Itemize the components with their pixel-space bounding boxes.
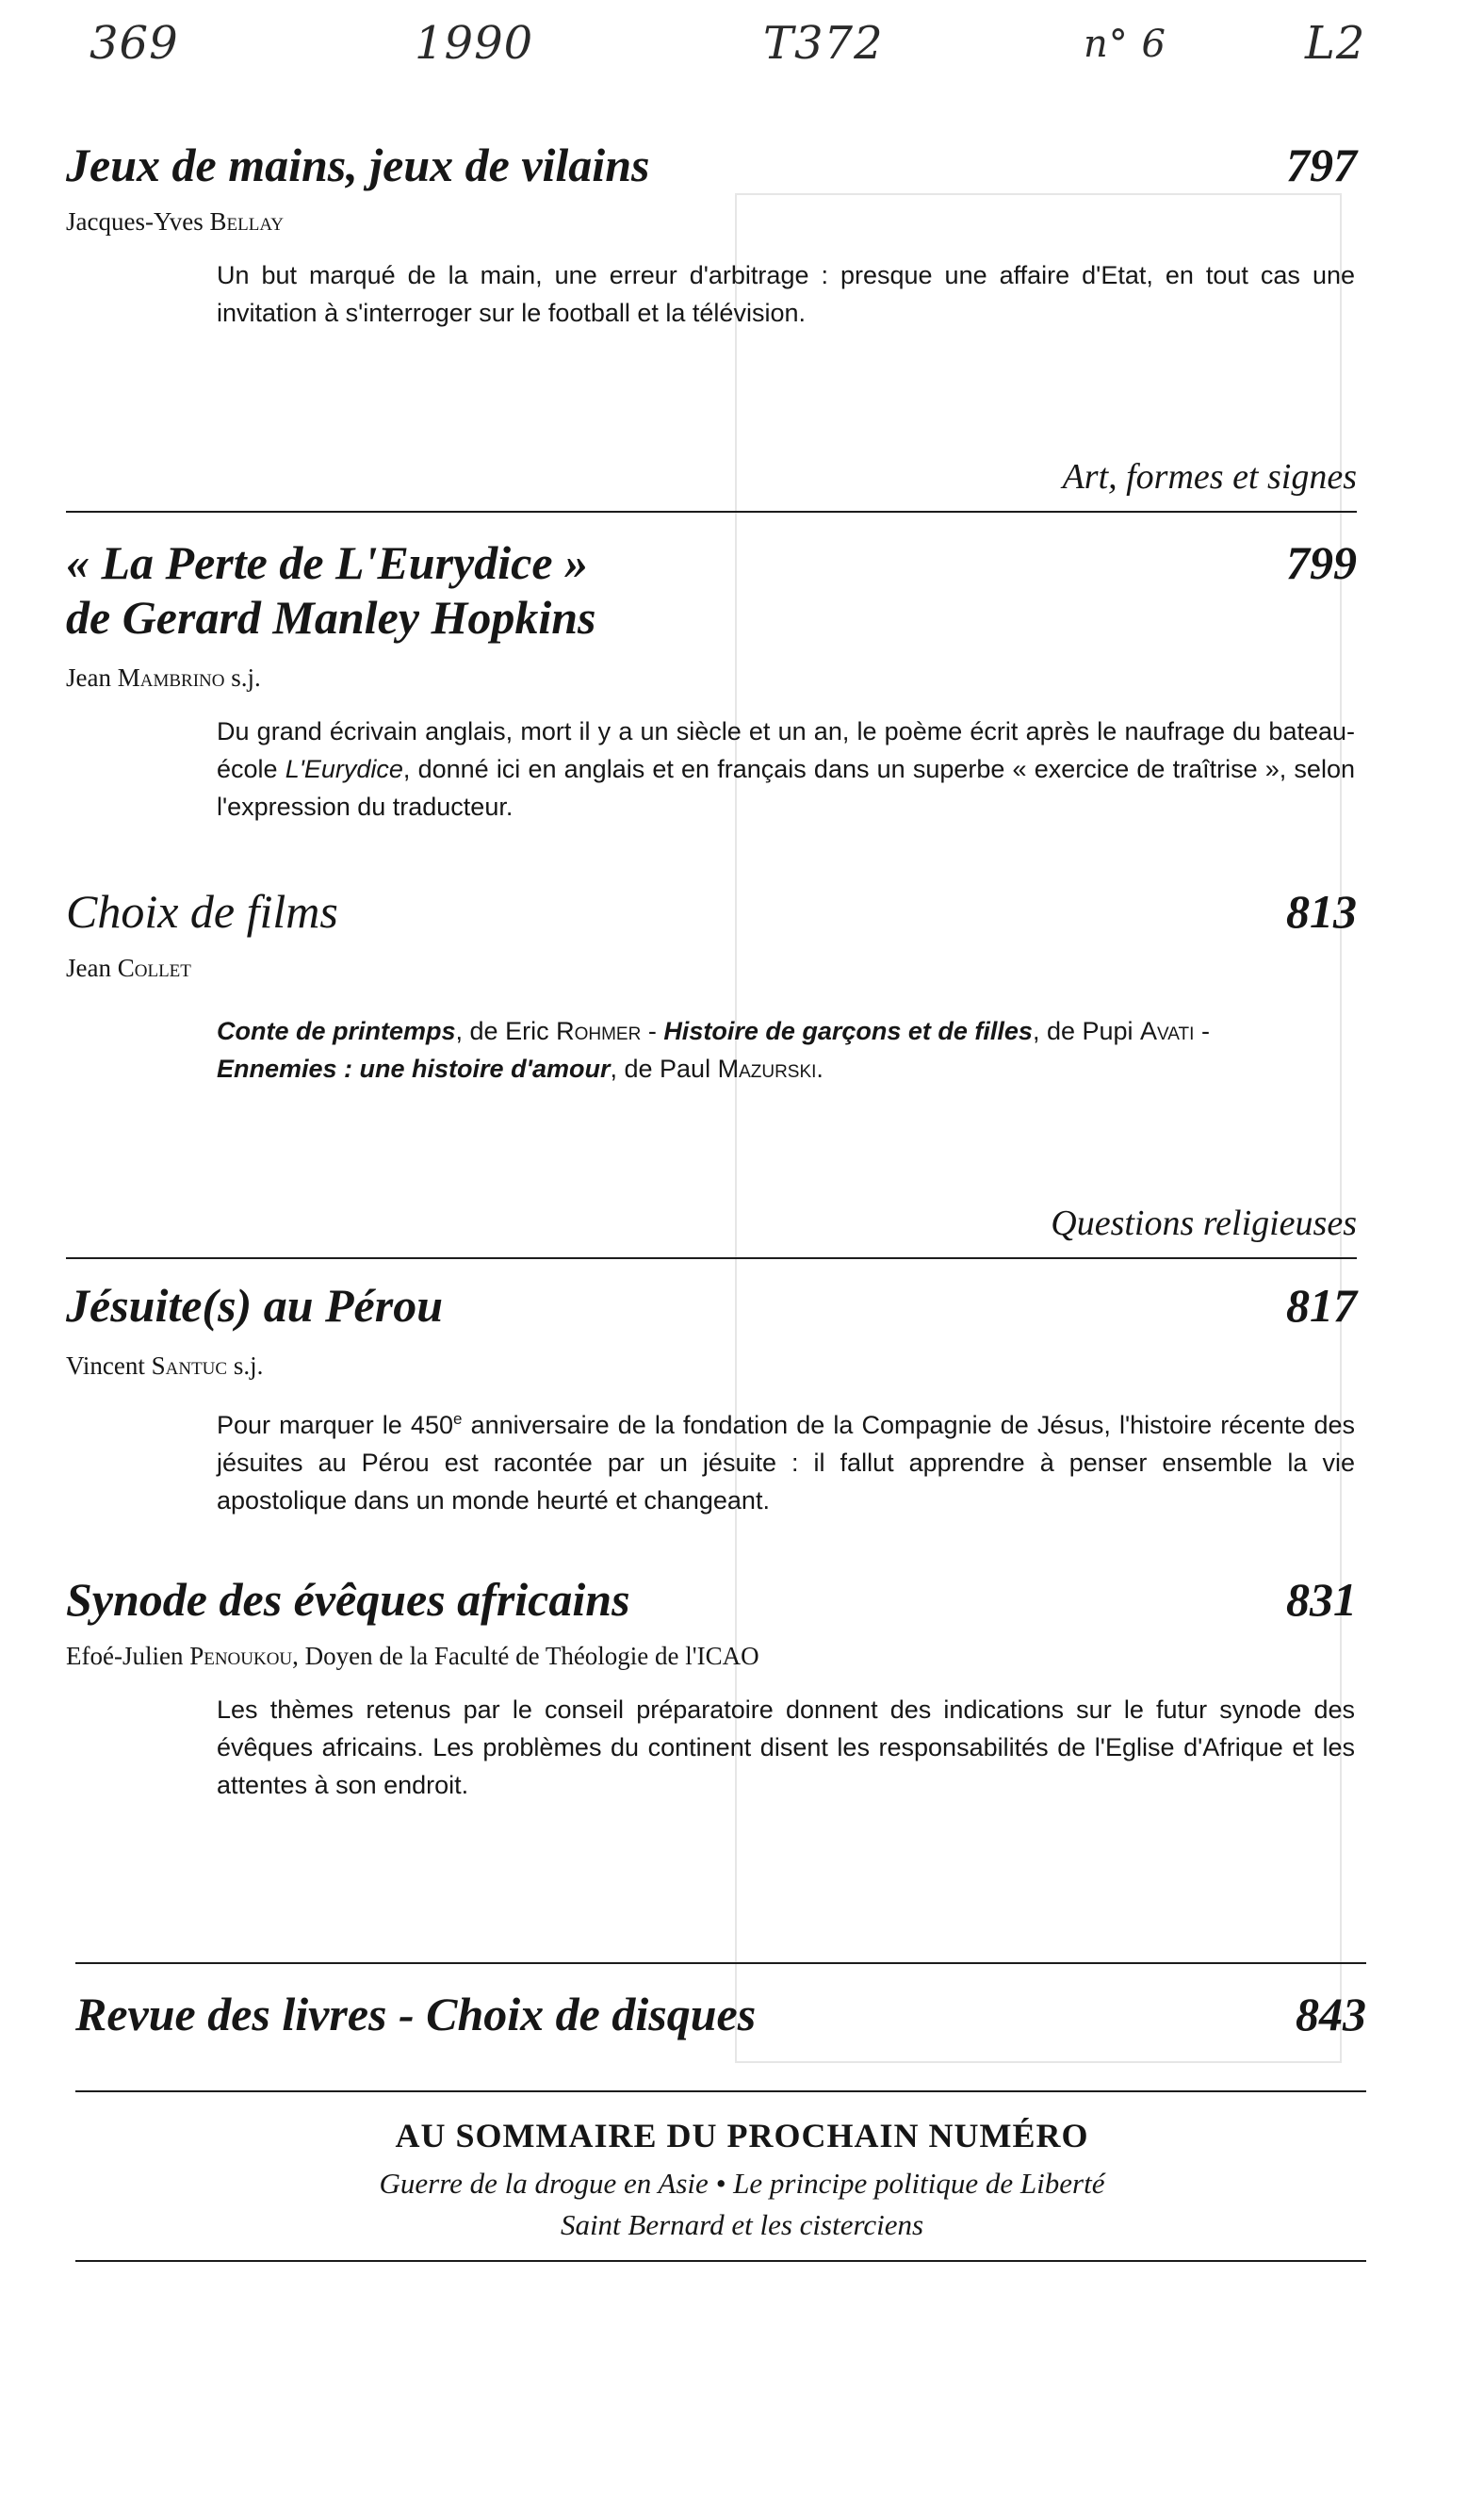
author-last: Penoukou: [189, 1642, 293, 1670]
divider-rule: [75, 2260, 1366, 2262]
section-heading-religion: Questions religieuses: [1051, 1204, 1357, 1243]
article-title: Jeux de mains, jeux de vilains: [66, 139, 650, 191]
article-title-line2: de Gerard Manley Hopkins: [66, 591, 596, 644]
ship-name: L'Eurydice: [285, 755, 403, 783]
handwritten-ref: 369: [90, 17, 179, 70]
film-director: Rohmer: [556, 1017, 642, 1045]
next-topic: Guerre de la drogue en Asie: [379, 2167, 709, 2200]
article-page-number: 843: [1296, 1988, 1366, 2040]
next-issue-line: Saint Bernard et les cisterciens: [560, 2208, 924, 2241]
article-page-number: 817: [1286, 1279, 1357, 1332]
article-author: [66, 1350, 263, 1382]
article-author: [66, 952, 191, 984]
author-suffix: s.j.: [224, 663, 261, 692]
article-description: Un but marqué de la main, une erreur d'arbitrage : presque une affaire d'Etat, en tout cas une invitation à s'interroger sur le football et la télévision.: [217, 261, 1355, 327]
author-first: Jacques-Yves: [66, 207, 210, 236]
article-page-number: 799: [1286, 536, 1357, 589]
next-issue-heading: AU SOMMAIRE DU PROCHAIN NUMÉRO: [395, 2117, 1089, 2154]
section-rule: [66, 1257, 1357, 1259]
author-first: Jean: [66, 954, 118, 982]
film-by: , de Pupi: [1032, 1017, 1141, 1045]
desc-text: Pour marquer le 450: [217, 1411, 453, 1439]
film-title: Conte de printemps: [217, 1017, 456, 1045]
divider-rule: [75, 1962, 1366, 1964]
article-description: [217, 1400, 1355, 1519]
article-page-number: 797: [1286, 139, 1357, 191]
article-description: [217, 712, 1355, 826]
article-page-number: 813: [1286, 885, 1357, 938]
article-description: Les thèmes retenus par le conseil préparatoire donnent des indications sur le futur synode des évêques africains. Les problèmes du continent disent les responsabilités de l'Eglise d'Afrique et les attentes à son endroit.: [217, 1695, 1355, 1799]
bullet: •: [708, 2167, 734, 2200]
author-last: Collet: [117, 954, 191, 982]
film-title: Ennemies : une histoire d'amour: [217, 1055, 611, 1083]
section-heading-art: Art, formes et signes: [1062, 457, 1357, 497]
article-title-line1: « La Perte de L'Eurydice »: [66, 536, 589, 589]
next-issue-line: [0, 2164, 1484, 2203]
article-title: Choix de films: [66, 885, 338, 938]
article-title: Revue des livres - Choix de disques: [75, 1988, 757, 2040]
author-first: Efoé-Julien: [66, 1642, 190, 1670]
section-rule: [66, 511, 1357, 513]
divider-rule: [75, 2090, 1366, 2092]
article-title: [66, 535, 1362, 645]
film-title: Histoire de garçons et de filles: [663, 1017, 1033, 1045]
next-topic: Le principe politique de Liberté: [733, 2167, 1105, 2200]
film-director: Mazurski: [717, 1055, 817, 1083]
author-first: Jean: [66, 663, 118, 692]
film-by: , de Paul: [610, 1055, 718, 1083]
film-list: [217, 1012, 1355, 1088]
article-author: [66, 1640, 759, 1672]
handwritten-code: T372: [763, 17, 884, 70]
article-author: [66, 205, 284, 237]
article-page-number: 831: [1286, 1573, 1357, 1626]
handwritten-issue: n° 6: [1084, 23, 1166, 66]
author-first: Vincent: [66, 1351, 152, 1380]
author-suffix: s.j.: [227, 1351, 264, 1380]
separator: -: [1194, 1017, 1210, 1045]
author-last: Bellay: [209, 207, 285, 236]
film-director: Avati: [1140, 1017, 1195, 1045]
author-last: Santuc: [151, 1351, 228, 1380]
ordinal-sup: e: [452, 1410, 463, 1428]
article-title: Jésuite(s) au Pérou: [66, 1279, 443, 1332]
film-by: , de Eric: [455, 1017, 557, 1045]
desc-text: anniversaire de la fondation de la Compagnie de Jésus, l'histoire récente des jésuites au Pérou est racontée par un jésuite : il fallut apprendre à penser ensemble la vie apostolique dans un monde heurté et changeant.: [217, 1411, 1356, 1515]
article-title: Synode des évêques africains: [66, 1573, 630, 1626]
desc-text: Du grand écrivain anglais, mort il y a un siècle et un an, le poème écrit après le naufrage du bateau-école: [217, 717, 1355, 783]
author-suffix: , Doyen de la Faculté de Théologie de l'ICAO: [292, 1642, 759, 1670]
handwritten-mark: L2: [1305, 17, 1366, 70]
handwritten-year: 1990: [415, 17, 534, 70]
article-author: [66, 662, 261, 694]
desc-text: , donné ici en anglais et en français dans un superbe « exercice de traîtrise », selon l'expression du traducteur.: [217, 755, 1355, 821]
author-last: Mambrino: [117, 663, 225, 692]
film-end: .: [816, 1055, 824, 1083]
separator: -: [641, 1017, 664, 1045]
